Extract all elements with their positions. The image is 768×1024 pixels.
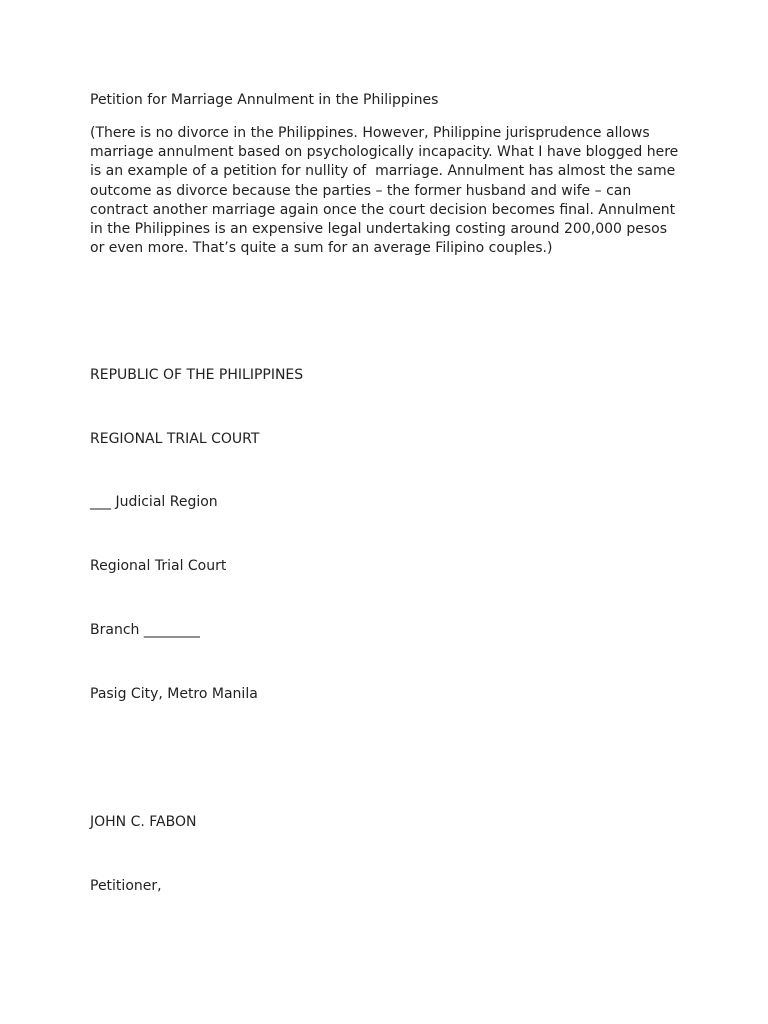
intro-line: is an example of a petition for nullity of marriage. Annulment has almost the same: [90, 163, 676, 180]
intro-line: outcome as divorce because the parties – the former husband and wife – can: [90, 182, 632, 199]
petitioner-name: JOHN C. FABON: [90, 814, 197, 830]
republic-heading: REPUBLIC OF THE PHILIPPINES: [90, 367, 304, 383]
intro-line: in the Philippines is an expensive legal undertaking costing around 200,000 pesos: [90, 221, 668, 238]
court-location: Pasig City, Metro Manila: [90, 686, 258, 702]
intro-line: contract another marriage again once the court decision becomes final. Annulment: [90, 201, 676, 218]
judicial-region: ___ Judicial Region: [90, 494, 218, 510]
intro-line: marriage annulment based on psychologically incapacity. What I have blogged here: [90, 144, 679, 161]
intro-line: (There is no divorce in the Philippines. However, Philippine jurisprudence allows: [90, 125, 650, 141]
petitioner-label: Petitioner,: [90, 878, 162, 894]
intro-line: or even more. That’s quite a sum for an average Filipino couples.): [90, 240, 553, 257]
branch-line: Branch ________: [90, 622, 200, 638]
intro-paragraph: [90, 124, 690, 258]
court-name: Regional Trial Court: [90, 558, 227, 574]
document-title: Petition for Marriage Annulment in the Philippines: [90, 92, 439, 108]
court-heading: REGIONAL TRIAL COURT: [90, 431, 260, 447]
